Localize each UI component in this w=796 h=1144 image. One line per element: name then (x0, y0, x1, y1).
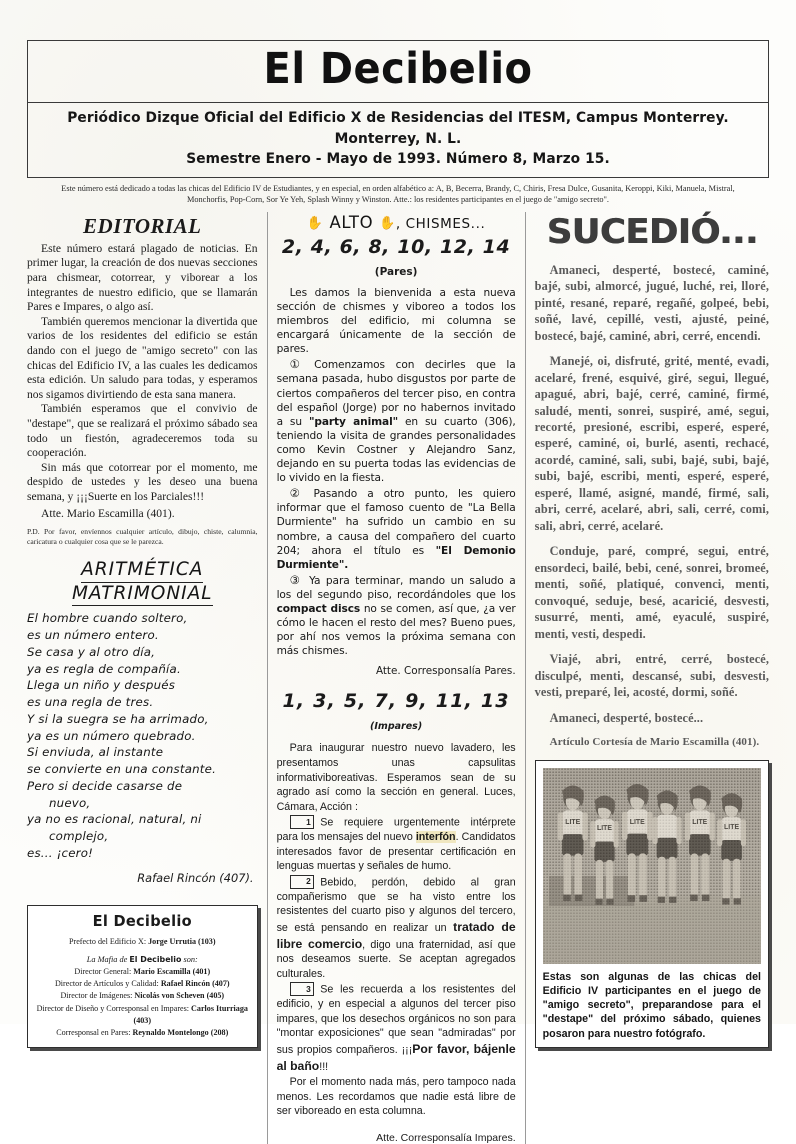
pares-item-text-pre: Pasando a otro punto, les quiero informar que el famoso cuento de "La Bella Durmiente" ha sufrido un cambio en su nombre, a causa del compañero del cuarto 204; ahora el título es (276, 488, 516, 557)
impares-item-marker: 3 (290, 982, 315, 996)
credits-prefecto-name: Jorge Urrutia (103) (148, 936, 216, 946)
photo-box (535, 760, 769, 1048)
poem-line: se convierte en una constante. (27, 762, 217, 777)
poem-line: es una regla de tres. (27, 695, 154, 710)
pares-signature: Atte. Corresponsalía Pares. (375, 665, 516, 678)
editorial-heading: EDITORIAL (83, 213, 202, 238)
credits-mafia-intro (34, 954, 251, 966)
sucedio-body (535, 262, 769, 750)
credits-staff-row (34, 966, 251, 978)
pares-item (277, 357, 516, 485)
editorial-paragraph: También esperamos que el convivio de "destape", que se realizará el próximo sábado sea todo un fiestón, agradeceremos toda su cooperación. (27, 402, 258, 460)
poem-line-indent: complejo, (49, 829, 109, 844)
shirt-logo: LITE (723, 823, 739, 831)
impares-numbers-paren: (Impares) (370, 721, 423, 733)
pares-intro: Les damos la bienvenida a esta nueva sección de chismes y viboreo a todos los miembros del edificio, mi columna se encargará únicamente de la sección de pares. (276, 286, 516, 356)
pares-item-text-pre: Ya para terminar, mando un saludo a los del segundo piso, recordándoles que los (276, 574, 516, 602)
impares-numbers-heading (277, 690, 516, 734)
credits-staff-role: Director de Artículos y Calidad: (54, 979, 159, 989)
masthead-subtitle-line-2: Semestre Enero - Mayo de 1993. Número 8, Marzo 15. (186, 151, 610, 168)
impares-item-text-bold: tratado de libre comercio (276, 920, 516, 951)
column-center (267, 212, 526, 1144)
shirt-logo: LITE (691, 818, 707, 826)
masthead-box (27, 40, 769, 103)
pares-item-text-post: en su cuarto (306), teniendo la visita de grandes personalidades como Kevin Costner y Alejandro Sanz, dejando en su puerta todas las evidencias de lo vivido en la fiesta. (276, 415, 516, 485)
credits-staff-name: Carlos Iturriaga (403) (133, 1003, 248, 1025)
credits-staff-row (34, 1003, 251, 1027)
poem-line: Pero si decide casarse de (27, 778, 183, 793)
aritmetica-heading-line-2: MATRIMONIAL (72, 583, 213, 607)
shirt-logo: LITE (629, 818, 645, 826)
credits-prefecto-label: Prefecto del Edificio X: (69, 936, 147, 946)
poem-line: Si enviuda, al instante (27, 745, 164, 760)
credits-staff-name: Reynaldo Montelongo (208) (132, 1027, 229, 1037)
photo-caption: Estas son algunas de las chicas del Edificio IV participantes en el juego de "amigo secreto", preparandose para el "destape" del próximo sábado, quienes posaron para nuestro fotógrafo. (542, 970, 761, 1040)
editorial-body (27, 242, 258, 505)
hand-icon: ✋ (379, 215, 396, 231)
editorial-paragraph: Este número estará plagado de noticias. En primer lugar, la creación de dos nuevas secciones para chismear, cotorrear, y viborear a los integrantes de nuestro edificio, que se llamarán Pares e Impares, o algo así. (27, 241, 258, 314)
pares-item-text-post: no se comen, así que, ¿a ver cómo le hacen el resto del mes? Bueno pues, por ahí nos vemos la próxima semana con más chismes. (276, 603, 516, 658)
credits-staff-role: Director General: (74, 967, 132, 977)
dedication-text: Este número está dedicado a todas las chicas del Edificio IV de Estudiantes, y en especial, en orden alfabético a: A, B, Becerra, Brandy, C, Chiris, Fresa Dulce, Gusanita, Keroppi, Kiki, Manuela, Mistral, Monchorfis, Pop-Corn, Sor Ye Yeh, Splash Winny y Winston. Atte.: los residentes participantes en el juego de "amigo secreto". (61, 183, 735, 205)
poem-line-indent: nuevo, (49, 795, 91, 810)
credits-staff-row (34, 978, 251, 990)
poem-line: ya es regla de compañía. (27, 661, 181, 676)
sucedio-paragraph: Conduje, paré, compré, segui, entré, ensordeci, bailé, bebi, cené, sonrei, bromeé, menti, soñé, platiqué, convenci, menti, convoqué, seduje, besé, acaricié, desvesti, susurré, menti, amé, eyaculé, suspiré, menti, vesti, despedi. (534, 544, 769, 641)
impares-item-text-pre: Bebido, perdón, debido al gran compañerismo que se ha visto entre los resistentes del cuarto piso y algunos del tercero, se está pensando en realizar un (276, 876, 516, 934)
credits-staff-name: Rafael Rincón (407) (160, 979, 230, 989)
shirt-logo: LITE (596, 824, 612, 832)
impares-item-text-post: , digo una fraternidad, así que nos deseamos suerte. Se aceptan agregados culturales. (276, 938, 516, 980)
credits-staff-name: Mario Escamilla (401) (133, 967, 211, 977)
aritmetica-poem (27, 610, 258, 861)
impares-item-text-post: . Candidatos interesados favor de presentar certificación en lenguas muertas y señales de humo. (276, 831, 516, 873)
sucedio-credit: Artículo Cortesía de Mario Escamilla (401). (549, 735, 760, 748)
credits-mafia-intro-end: son: (183, 954, 198, 964)
poem-line: ya es un número quebrado. (27, 728, 196, 743)
impares-item-text-post: !!! (319, 1060, 329, 1073)
poem-line: Llega un niño y después (27, 678, 176, 693)
poem-line: Se casa y al otro día, (27, 644, 156, 659)
column-container (27, 212, 769, 1144)
poem-line: es un número entero. (27, 628, 159, 643)
pares-item-marker: ② (289, 486, 307, 501)
credits-staff-row (34, 990, 251, 1002)
aritmetica-heading-line-1: ARITMÉTICA (81, 559, 203, 583)
impares-intro: Para inaugurar nuestro nuevo lavadero, les presentamos unas capsulitas informativiboreativas. Esperamos sean de su agrado así como la sección en general. Luces, Cámara, Acción : (276, 742, 516, 813)
shirt-logo: LITE (564, 818, 580, 826)
credits-mafia-intro-bold: El Decibelio (129, 954, 182, 964)
alto-heading-post: , CHISMES... (395, 215, 486, 232)
sucedio-paragraph: Manejé, oi, disfruté, grité, menté, evadi, acelaré, frené, esquivé, giré, segui, llegué, apagué, abri, bajé, cerré, caminé, firmé, saludé, menti, sonrei, suspiré, amé, segui, recorté, presioné, escribi, esperé, esperé, esperé, caminé, oi, burlé, asenti, rechacé, acordé, caminé, sali, subi, bajé, subi, bajé, subi, bajé, escribi, menti, esperé, esperé, esperé, llamé, asigné, mandé, firmé, sali, abri, cerré, acelaré, abri, sali, cerré, comi, sali, abri, cerré, acelaré. (534, 354, 769, 533)
impares-item-marker: 1 (290, 815, 315, 829)
impares-closing: Por el momento nada más, pero tampoco nada menos. Les recordamos que nadie está libre de ser viboreado en esta columna. (276, 1076, 516, 1118)
pares-item (277, 486, 516, 572)
impares-item-marker: 2 (290, 875, 315, 889)
credits-staff-row (34, 1027, 251, 1039)
sucedio-heading: SUCEDIÓ... (546, 211, 758, 252)
column-right (526, 212, 769, 1144)
poem-line: El hombre cuando soltero, (27, 611, 188, 626)
credits-box (27, 905, 258, 1048)
credits-staff-role: Corresponsal en Pares: (56, 1027, 131, 1037)
impares-item-text-pre: Se requiere urgentemente intérprete para los mensajes del nuevo (276, 816, 516, 844)
masthead-subtitle-line-1: Periódico Dizque Oficial del Edificio X de Residencias del ITESM, Campus Monterrey. Monterrey, N. L. (67, 110, 729, 147)
poem-line: es... ¡cero! (27, 845, 94, 860)
credits-staff-role: Director de Imágenes: (60, 991, 133, 1001)
aritmetica-signature: Rafael Rincón (407). (137, 870, 254, 885)
aritmetica-heading (27, 559, 258, 606)
pares-numbers: 2, 4, 6, 8, 10, 12, 14 (281, 235, 511, 258)
impares-item-text-bold: interfón (415, 831, 456, 844)
impares-item (277, 815, 516, 874)
alto-chismes-heading (277, 213, 516, 232)
sucedio-paragraph: Amaneci, desperté, bostecé, caminé, bajé, subi, almorcé, jugué, luché, rei, lloré, pinté, resané, reparé, regañé, golpeé, bebi, soñé, lavé, cepillé, vesti, ajusté, peiné, bostecé, bajé, caminé, abri, cerré, encendi. (534, 262, 769, 343)
credits-prefecto (34, 936, 251, 948)
pares-item-text-bold: compact discs (276, 603, 361, 616)
pares-item-text-bold: "party animal" (308, 415, 399, 428)
hand-icon: ✋ (306, 215, 324, 231)
masthead-subtitle-box (27, 103, 769, 178)
editorial-paragraph: También queremos mencionar la divertida que varios de los residentes del edificio se están dando con el juego de "amigo secreto" con las chicas del Edificio IV, a las cuales les dedicamos esta edición. Un saludo para todas, y esperamos nos sigamos divirtiendo de esta sana manera. (27, 314, 258, 401)
impares-item (277, 875, 516, 981)
pares-item-text-bold: "El Demonio Durmiente". (276, 544, 516, 571)
editorial-postscript: P.D. Por favor, envíennos cualquier artículo, dibujo, chiste, calumnia, caricatura o cualquier cosa que se le parezca. (27, 527, 258, 547)
pares-item (277, 573, 516, 659)
impares-signature: Atte. Corresponsalía Impares. (376, 1131, 516, 1144)
impares-body (277, 741, 516, 1118)
impares-item (277, 982, 516, 1074)
sucedio-paragraph: Viajé, abri, entré, cerré, bostecé, disculpé, menti, descansé, subi, desvesti, vesti, preparé, lei, acosté, dormi, soñé. (534, 652, 769, 700)
group-photo (543, 768, 761, 964)
editorial-paragraph: Sin más que cotorrear por el momento, me despido de ustedes y les deseo una buena semana, y ¡¡¡Suerte en los Parciales!!! (27, 460, 258, 503)
credits-staff-name: Nicolás von Scheven (405) (134, 991, 225, 1001)
newspaper-sheet (27, 40, 769, 1144)
editorial-signature: Atte. Mario Escamilla (401). (41, 507, 175, 521)
alto-heading-pre: ALTO (329, 212, 374, 232)
credits-staff-role: Director de Diseño y Corresponsal en Impares: (36, 1003, 190, 1013)
impares-numbers: 1, 3, 5, 7, 9, 11, 13 (282, 690, 510, 713)
newspaper-title: El Decibelio (263, 44, 533, 94)
poem-line: Y si la suegra se ha arrimado, (27, 711, 209, 726)
sucedio-paragraph: Amaneci, desperté, bostecé... (549, 710, 704, 725)
pares-item-text-pre: Comenzamos con decirles que la semana pasada, hubo disgustos por parte de ciertos compañeros del tercer piso, en contra del español (Jorge) por no habernos invitado a su (276, 359, 516, 428)
pares-numbers-heading (277, 236, 516, 280)
impares-item-text-bold: Por favor, bájenle al baño (276, 1041, 516, 1073)
pares-item-marker: ③ (289, 572, 303, 587)
credits-mafia-intro-italic: La Mafia de (86, 954, 128, 964)
impares-item-text-pre: Se les recuerda a los resistentes del edificio, y en especial a algunos del tercer piso impares, que los desechos orgánicos no son para "montar exposiciones" que sean "admiradas" por sus propios compañeros. ¡¡¡ (276, 983, 516, 1056)
pares-item-marker: ① (289, 357, 308, 372)
column-left (27, 212, 267, 1144)
pares-numbers-paren: (Pares) (374, 265, 418, 278)
pares-body (277, 286, 516, 659)
poem-line: ya no es racional, natural, ni (27, 812, 202, 827)
credits-title: El Decibelio (92, 911, 192, 930)
